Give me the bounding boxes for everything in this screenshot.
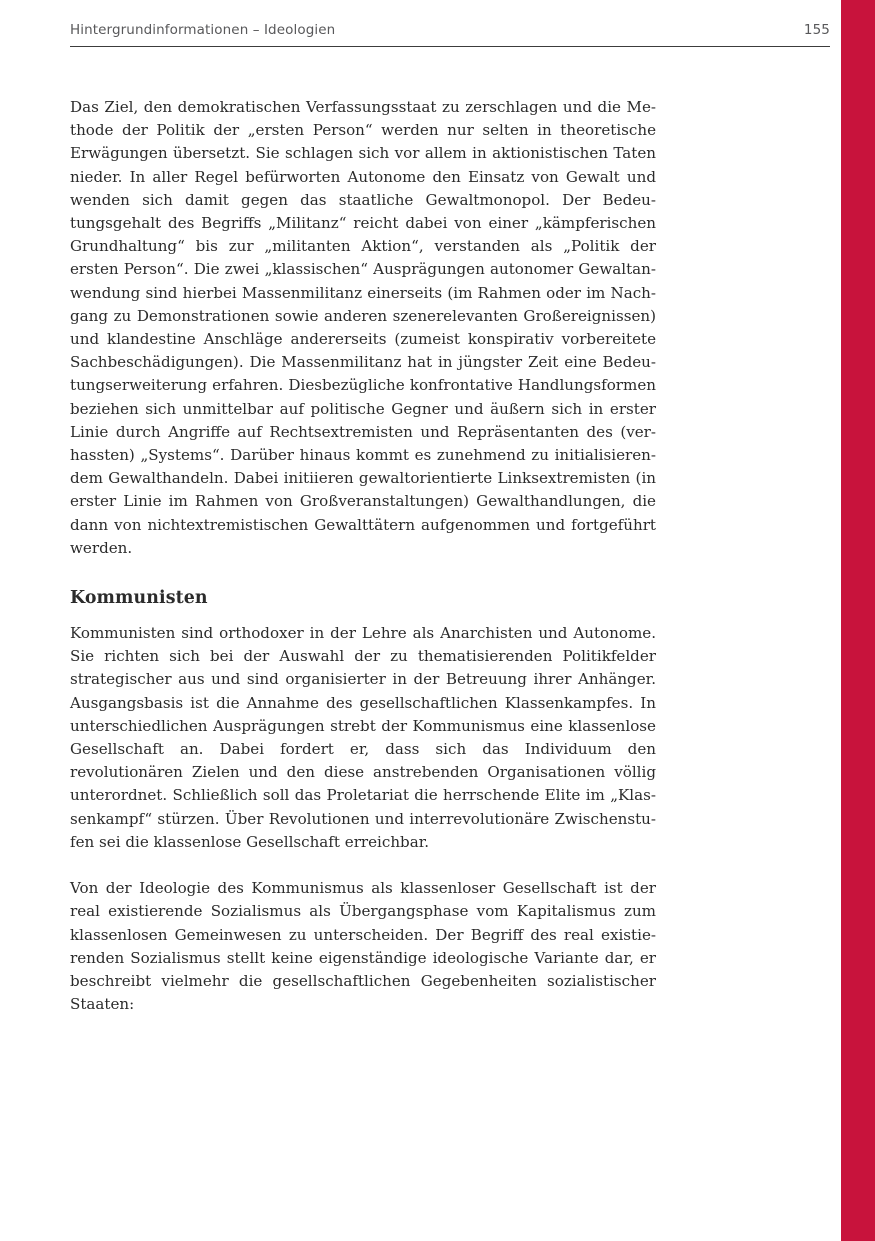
paragraph-realer-sozialismus: Von der Ideologie des Kommunismus als klassenloser Gesellschaft ist der real existierende Sozialismus als Übergangsphase vom Kapitalismus zum klassenlosen Gemeinwesen zu unterscheiden. Der Begriff des real existierenden Sozialismus stellt keine eigenständige ideologische Variante dar, er beschreibt vielmehr die gesellschaftlichen Gegebenheiten sozialistischer Staaten: — [70, 879, 656, 1014]
page-number: 155 — [803, 22, 830, 38]
running-head — [70, 22, 830, 38]
running-head-rule — [70, 46, 830, 47]
section-heading-kommunisten: Kommunisten — [70, 588, 208, 609]
paragraph-kommunisten-lehre: Kommunisten sind orthodoxer in der Lehre als Anarchisten und Autonome. Sie richten sich bei der Auswahl der zu thematisierenden Politikfelder strategischer aus und sind organisierter in der Betreuung ihrer Anhänger. Ausgangsbasis ist die Annahme des gesellschaftlichen Klassenkampfes. In unterschiedlichen Ausprägungen strebt der Kommunismus eine klassenlose Gesellschaft an. Dabei fordert er, dass sich das Individuum den revolutionären Zielen und den diese anstrebenden Organisationen völlig unterordnet. Schließlich soll das Proletariat die herrschende Elite im „Klassenkampf“ stürzen. Über Revolutionen und interrevolutionäre Zwischenstufen sei die klassenlose Gesellschaft erreichbar. — [70, 624, 656, 851]
page-edge-accent-bar — [841, 0, 875, 1241]
page-body-content — [70, 96, 656, 1017]
paragraph-autonome-militanz: Das Ziel, den demokratischen Verfassungsstaat zu zerschlagen und die Methode der Politik der „ersten Person“ werden nur selten in theoretische Erwägungen übersetzt. Sie schlagen sich vor allem in aktionistischen Taten nieder. In aller Regel befürworten Autonome den Einsatz von Gewalt und wenden sich damit gegen das staatliche Gewaltmonopol. Der Bedeutungsgehalt des Begriffs „Militanz“ reicht dabei von einer „kämpferischen Grundhaltung“ bis zur „militanten Aktion“, verstanden als „Politik der ersten Person“. Die zwei „klassischen“ Ausprägungen autonomer Gewaltanwendung sind hierbei Massenmilitanz einerseits (im Rahmen oder im Nachgang zu Demonstrationen sowie anderen szenerelevanten Großereignissen) und klandestine Anschläge andererseits (zumeist konspirativ vorbereitete Sachbeschädigungen). Die Massenmilitanz hat in jüngster Zeit eine Bedeutungserweiterung erfahren. Diesbezügliche konfrontative Handlungsformen beziehen sich unmittelbar auf politische Gegner und äußern sich in erster Linie durch Angriffe auf Rechtsextremisten und Repräsentanten des (verhassten) „Systems“. Darüber hinaus kommt es zunehmend zu initialisierendem Gewalthandeln. Dabei initiieren gewaltorientierte Linksextremisten (in erster Linie im Rahmen von Großveranstaltungen) Gewalthandlungen, die dann von nichtextremistischen Gewalttätern aufgenommen und fortgeführt werden. — [70, 98, 656, 557]
running-head-title: Hintergrundinformationen – Ideologien — [70, 22, 336, 38]
spacer-before-heading — [70, 560, 656, 587]
spacer-after-heading — [70, 610, 656, 622]
